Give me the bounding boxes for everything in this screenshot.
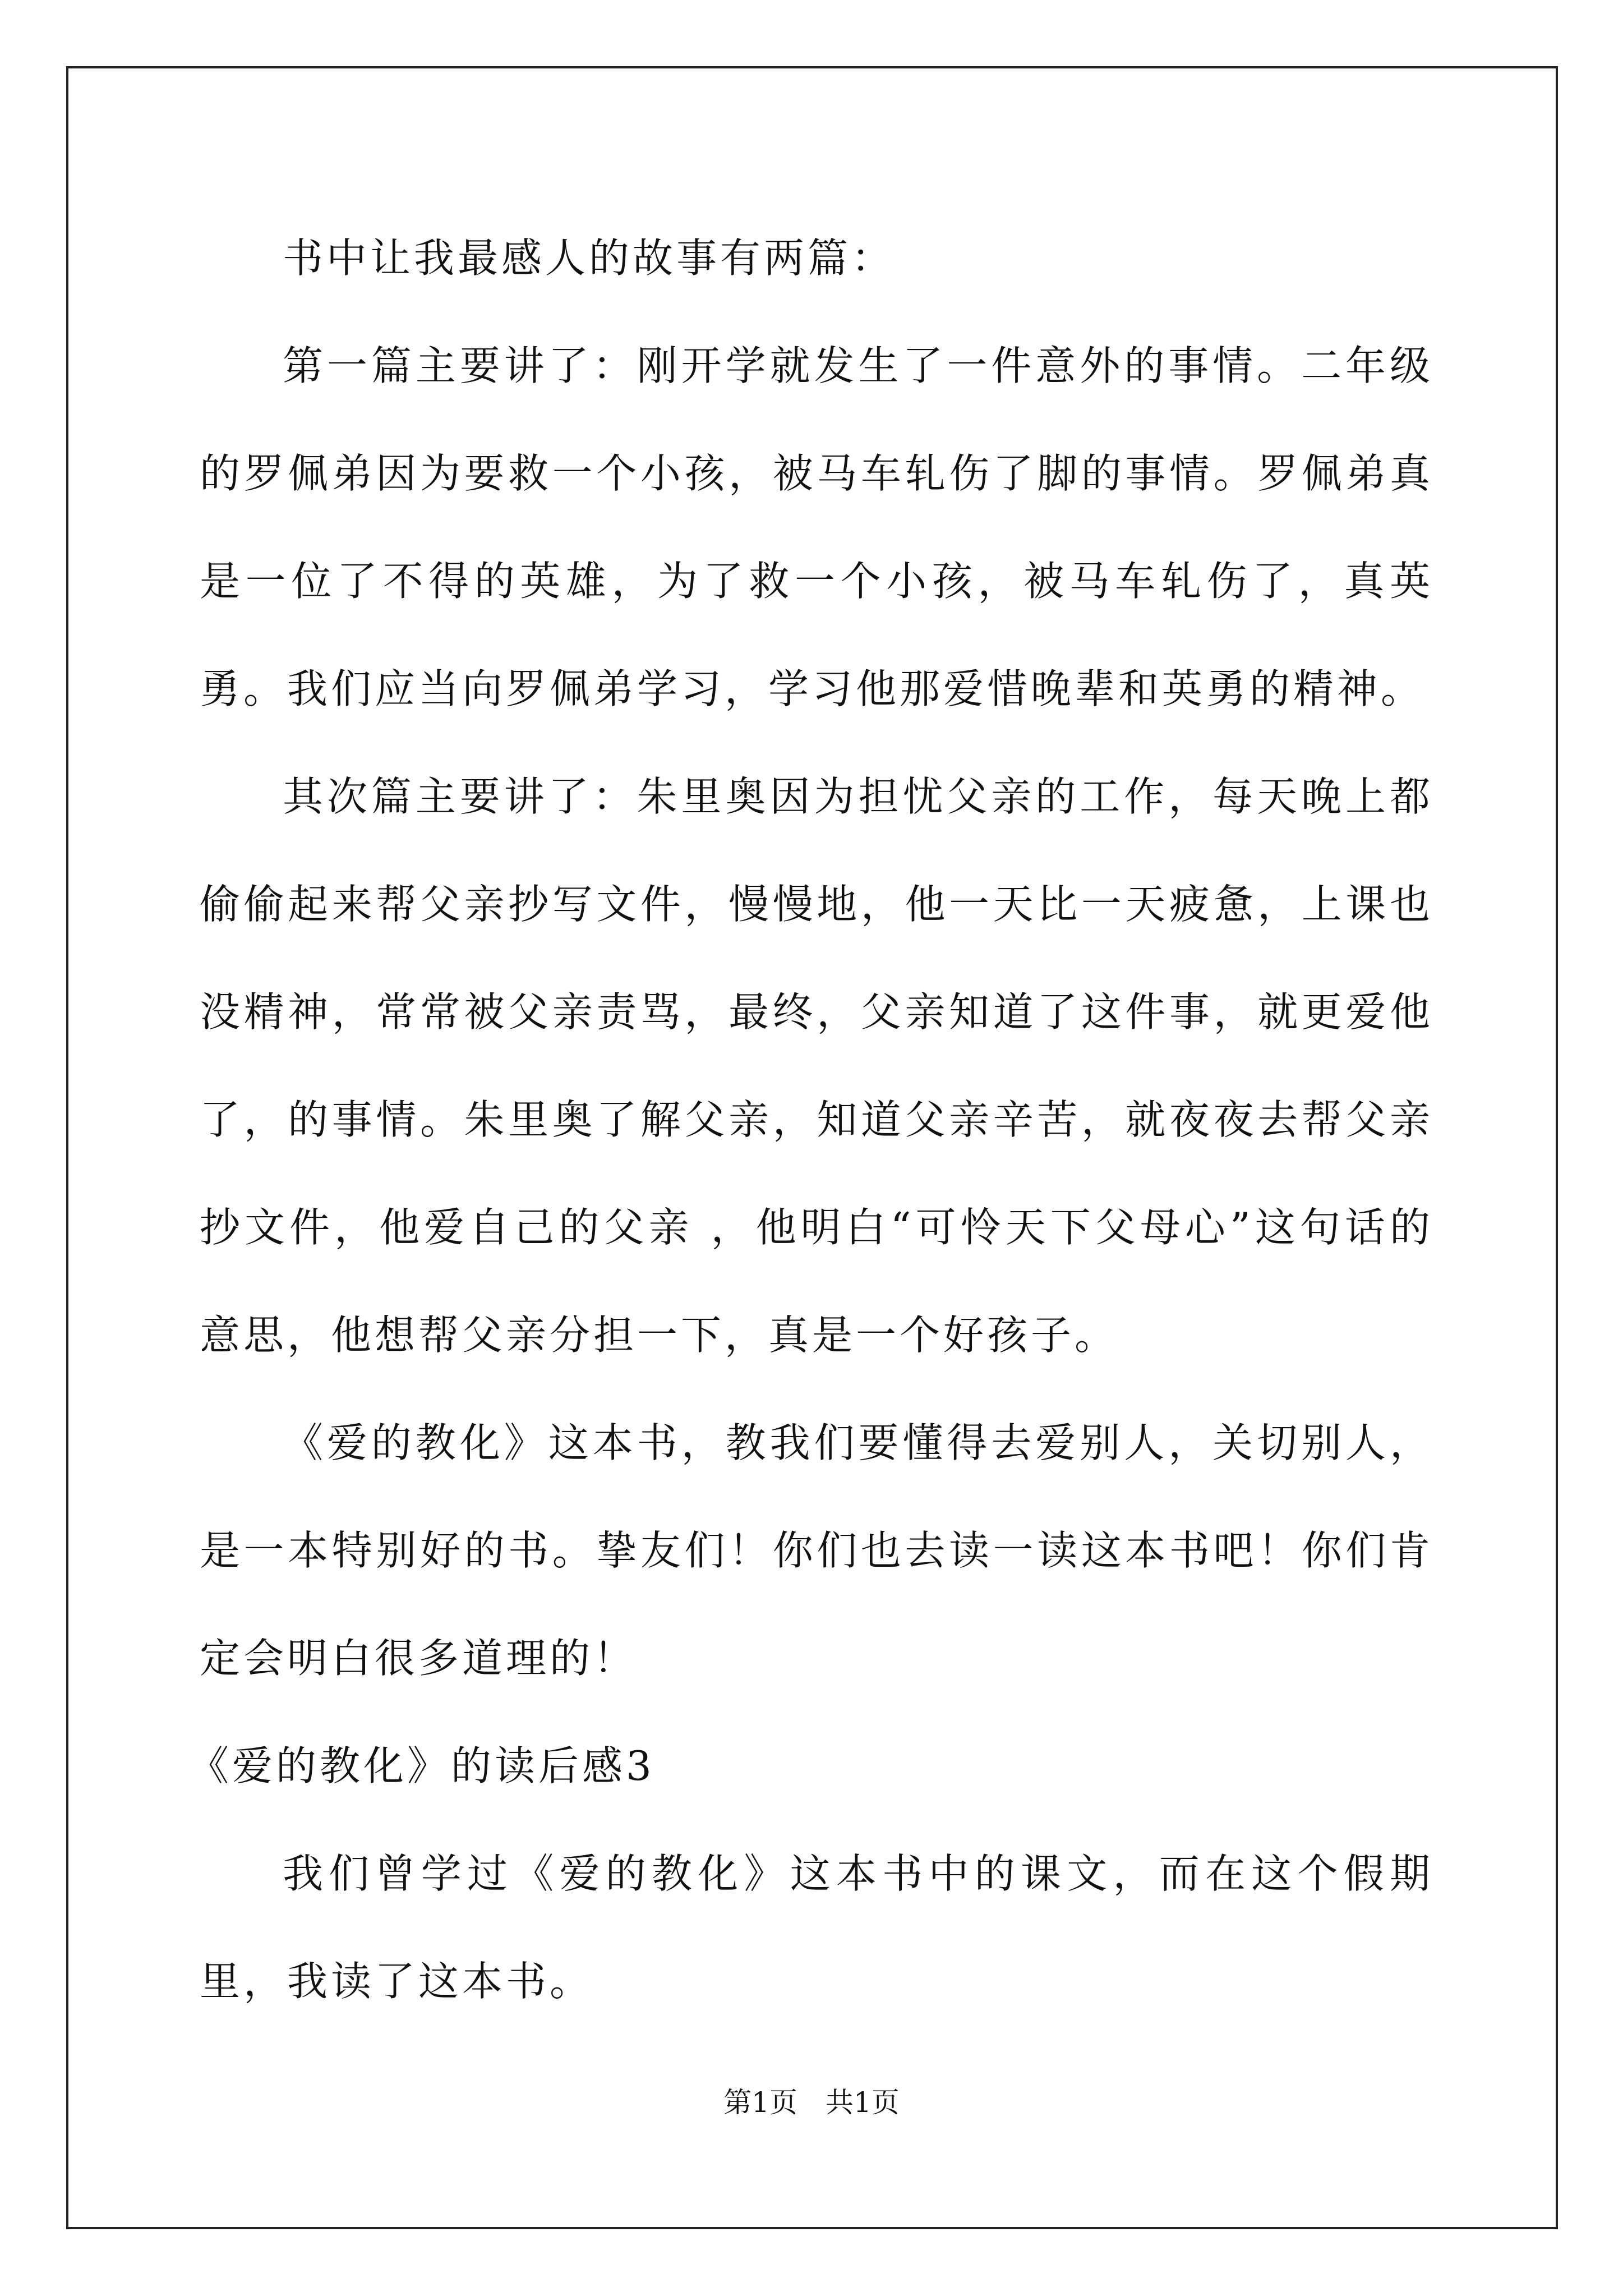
paragraph-intro: 书中让我最感人的故事有两篇： bbox=[283, 234, 896, 282]
page-total: 共1页 bbox=[826, 2086, 900, 2119]
document-body bbox=[188, 204, 1433, 2035]
paragraph-section-3: 我们曾学过《爱的教化》这本书中的课文，而在这个假期里，我读了这本书。 bbox=[200, 1850, 1433, 2005]
paragraph-conclusion: 《爱的教化》这本书，教我们要懂得去爱别人，关切别人，是一本特别好的书。挚友们！你们也去读一读这本书吧！你们肯定会明白很多道理的！ bbox=[200, 1419, 1433, 1682]
paragraph-second-story: 其次篇主要讲了：朱里奥因为担忧父亲的工作，每天晚上都偷偷起来帮父亲抄写文件，慢慢地，他一天比一天疲惫，上课也没精神，常常被父亲责骂，最终，父亲知道了这件事，就更爱他了，的事情。朱里奥了解父亲，知道父亲辛苦，就夜夜去帮父亲抄文件，他爱自己的父亲 ，他明白“可怜天下父母心”这句话的意思，他想帮父亲分担一下，真是一个好孩子。 bbox=[200, 773, 1433, 1359]
page-number: 第1页 bbox=[723, 2086, 797, 2119]
paragraph-first-story: 第一篇主要讲了：刚开学就发生了一件意外的事情。二年级的罗佩弟因为要救一个小孩，被马车轧伤了脚的事情。罗佩弟真是一位了不得的英雄，为了救一个小孩，被马车轧伤了，真英勇。我们应当向罗佩弟学习，学习他那爱惜晚辈和英勇的精神。 bbox=[200, 342, 1433, 712]
page-footer bbox=[0, 2080, 1623, 2120]
section-heading: 《爱的教化》的读后感3 bbox=[188, 1742, 655, 1789]
